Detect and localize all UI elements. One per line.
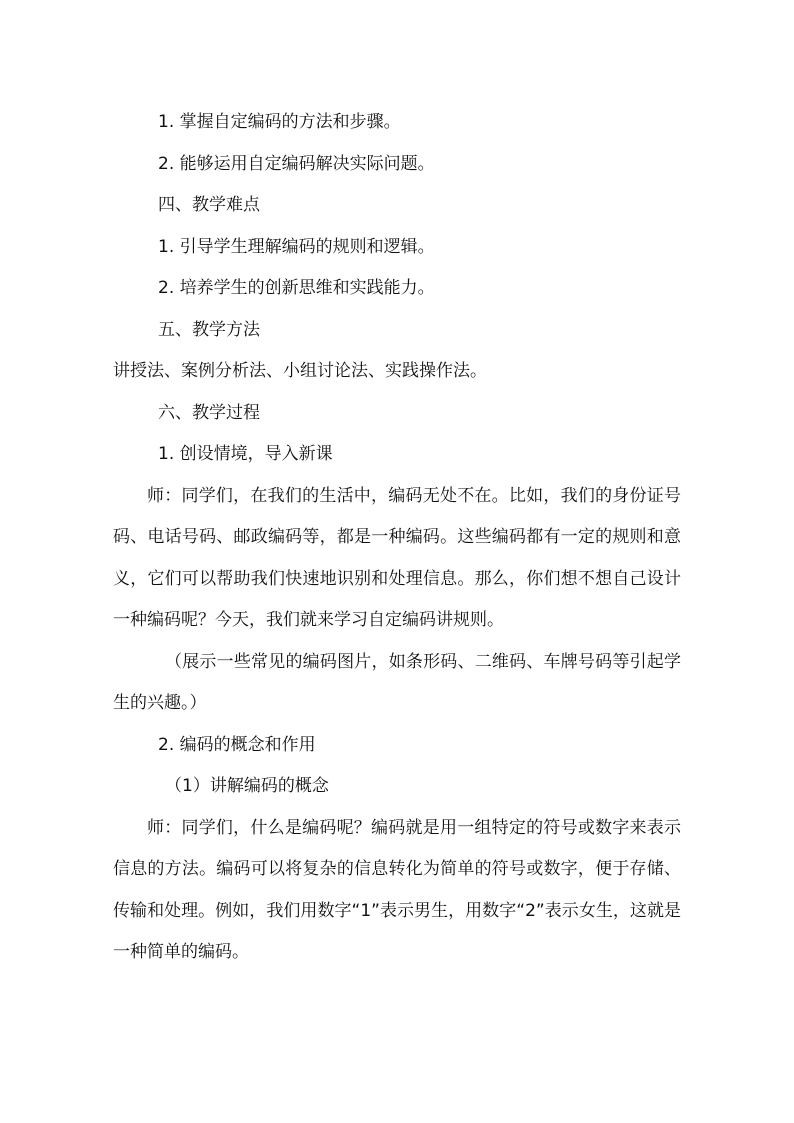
methods-text: 讲授法、案例分析法、小组讨论法、实践操作法。 — [113, 361, 487, 381]
objective-item-2: 2. 能够运用自定编码解决实际问题。 — [158, 153, 435, 174]
display-note-paragraph: （展示一些常见的编码图片，如条形码、二维码、车牌号码等引起学生的兴趣。） — [113, 651, 681, 713]
section-heading-process: 六、教学过程 — [158, 402, 260, 423]
difficulty-item-2: 2. 培养学生的创新思维和实践能力。 — [158, 278, 435, 298]
process-step-2-heading: 2. 编码的概念和作用 — [158, 734, 316, 755]
teacher-intro-paragraph: 师：同学们，在我们的生活中，编码无处不在。比如，我们的身份证号码、电话号码、邮政编码等，都是一种编码。这些编码都有一定的规则和意义，它们可以帮助我们快速地识别和处理信息。那么，你们想不想自己设计一种编码呢？今天，我们就来学习自定编码讲规则。 — [113, 485, 681, 630]
section-heading-difficulties: 四、教学难点 — [158, 195, 260, 215]
concept-subheading: （1）讲解编码的概念 — [165, 776, 329, 796]
difficulty-item-1: 1. 引导学生理解编码的规则和逻辑。 — [158, 236, 435, 257]
section-heading-methods: 五、教学方法 — [158, 319, 260, 340]
objective-item-1: 1. 掌握自定编码的方法和步骤。 — [158, 112, 401, 132]
concept-explanation-paragraph: 师：同学们，什么是编码呢？编码就是用一组特定的符号或数字来表示信息的方法。编码可以将复杂的信息转化为简单的符号或数字，便于存储、传输和处理。例如，我们用数字“1”表示男生，用数字“2”表示女生，这就是一种简单的编码。 — [113, 817, 681, 962]
process-step-1-heading: 1. 创设情境，导入新课 — [158, 444, 333, 464]
document-body — [113, 102, 681, 974]
